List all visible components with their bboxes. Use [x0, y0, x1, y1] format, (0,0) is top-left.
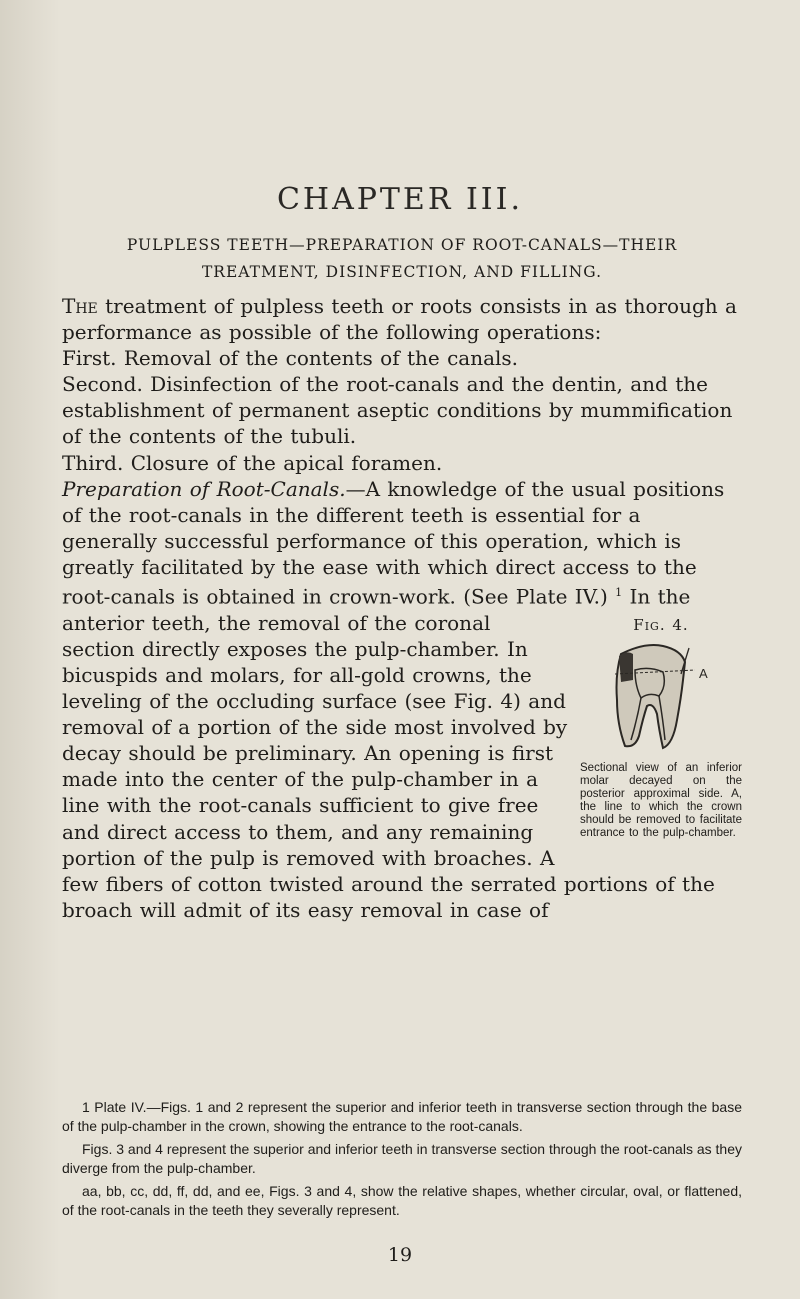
figure-letter-a: A: [699, 665, 708, 681]
footnote-3: aa, bb, cc, dd, ff, dd, and ee, Figs. 3 and 4, show the relative shapes, whether circular, oval, or flattened, of the root-canals in the teeth they severally represent.: [62, 1183, 742, 1218]
operation-third: Third. Closure of the apical foramen.: [62, 450, 443, 475]
chapter-heading: CHAPTER III.: [276, 182, 524, 217]
subtitle-line-2: TREATMENT, DISINFECTION, AND FILLING.: [201, 263, 603, 281]
footnotes: [62, 1098, 742, 1224]
footnote-1: 1 Plate IV.—Figs. 1 and 2 represent the superior and inferior teeth in transverse section through the base of the pulp-chamber in the crown, showing the entrance to the root-canals.: [62, 1099, 742, 1134]
footnote-2: Figs. 3 and 4 represent the superior and inferior teeth in transverse section through the root-canals as they diverge from the pulp-chamber.: [62, 1141, 742, 1176]
figure-label: Fig. 4.: [633, 615, 689, 634]
intro-paragraph: [62, 293, 742, 345]
section-text-a: —A knowledge of the usual positions of the root-canals in the different teeth is essential for a generally successful performance of this operation, which is greatly facilitated by the ease with which direct access to the root-canals is obtained in crown-work. (See Plate IV.): [62, 476, 725, 609]
section-title: Preparation of Root-Canals.: [62, 476, 346, 501]
subtitle-line-1: PULPLESS TEETH—PREPARATION OF ROOT-CANALS—THEIR: [126, 236, 678, 254]
section-text-b: In the anterior teeth, the removal of the coronal section directly exposes the pulp-chamber. In bicuspids and molars, for all-gold crowns, the leveling of the occluding surface (see Fig. 4) and removal of a portion of the side most involved by decay should be preliminary. An opening is first made into the center of the pulp-chamber in a line with the root-canals sufficient to give free and direct access to them, and any remaining portion of the pulp is removed with broaches. A few fibers of cotton twisted around the serrated portions of the broach will admit of its easy removal in case of: [62, 584, 715, 922]
chapter-subtitle: [62, 232, 742, 286]
figure-caption: Sectional view of an inferior molar decayed on the posterior approximal side. A, the line to which the crown should be removed to facilitate entrance to the pulp-chamber.: [580, 761, 742, 839]
figure-4: [580, 612, 742, 840]
operation-first: First. Removal of the contents of the canals.: [62, 346, 519, 371]
body-text: [62, 293, 742, 923]
molar-section-illustration: [601, 640, 721, 752]
section-paragraph: [62, 476, 742, 923]
intro-lead-word: The: [62, 294, 98, 318]
page-number: 19: [387, 1244, 413, 1266]
operation-second: Second. Disinfection of the root-canals and the dentin, and the establishment of permanent aseptic conditions by mummification of the contents of the tubuli.: [62, 372, 733, 449]
footnote-reference: 1: [615, 586, 623, 600]
intro-text: treatment of pulpless teeth or roots consists in as thorough a performance as possible of the following operations:: [62, 294, 737, 345]
